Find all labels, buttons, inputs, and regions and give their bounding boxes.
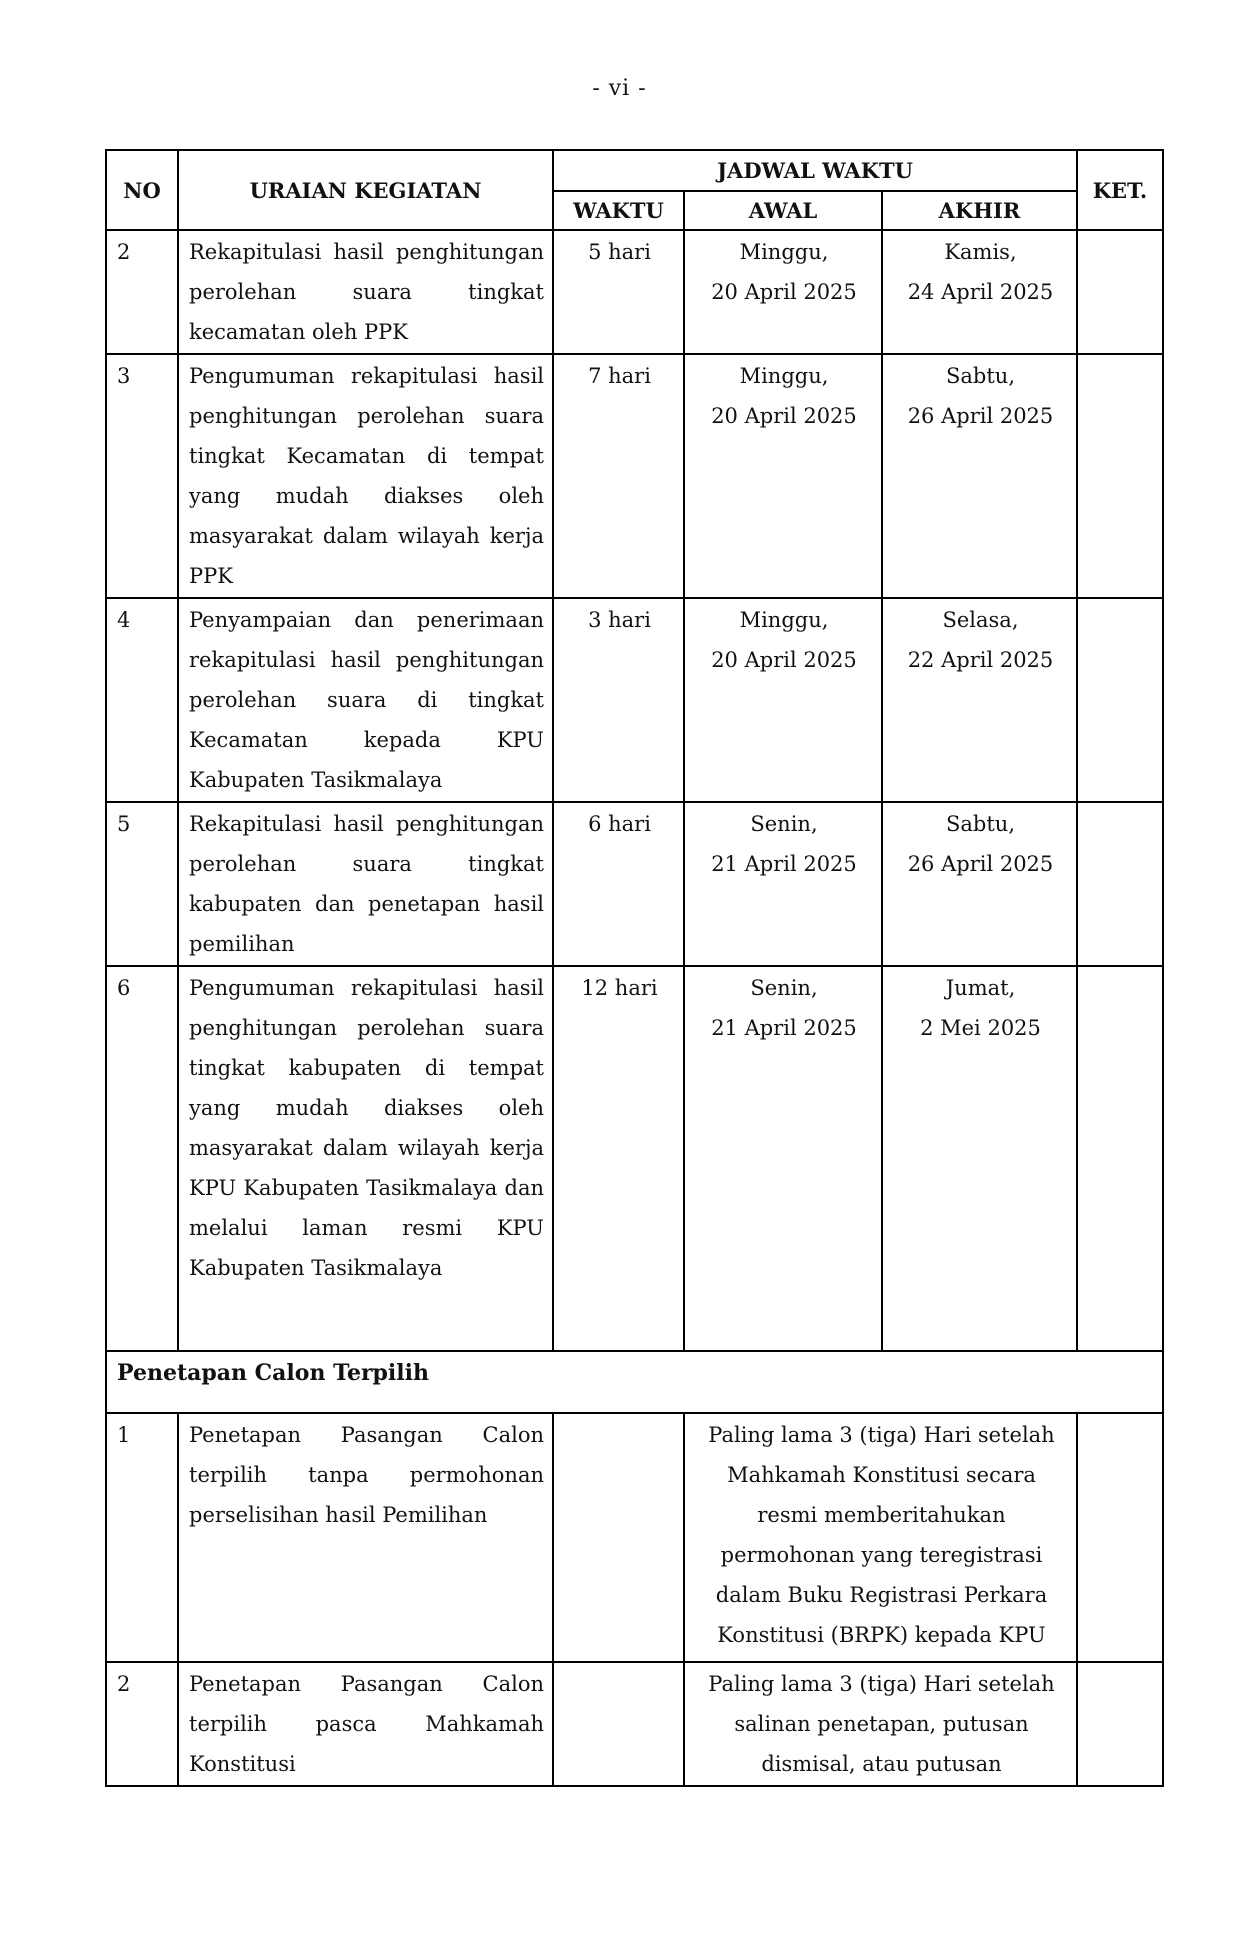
ket-cell bbox=[1077, 966, 1163, 1351]
page-number: - vi - bbox=[592, 76, 647, 101]
awal-date: 20 April 2025 bbox=[711, 648, 857, 672]
awal-day: Minggu, bbox=[739, 240, 829, 264]
schedule-table bbox=[105, 149, 1164, 1787]
ket-cell bbox=[1077, 354, 1163, 598]
column-header-no: NO bbox=[106, 150, 178, 230]
awal-cell bbox=[684, 354, 882, 598]
uraian-kegiatan-cell: Rekapitulasi hasil penghitungan perolehan suara tingkat kabupaten dan penetapan hasil pemilihan bbox=[178, 802, 553, 966]
uraian-kegiatan-cell: Penyampaian dan penerimaan rekapitulasi hasil penghitungan perolehan suara di tingkat Kecamatan kepada KPU Kabupaten Tasikmalaya bbox=[178, 598, 553, 802]
waktu-cell: 12 hari bbox=[553, 966, 684, 1351]
table-row bbox=[106, 230, 1163, 354]
akhir-day: Sabtu, bbox=[946, 364, 1015, 388]
akhir-day: Sabtu, bbox=[946, 812, 1015, 836]
table-row bbox=[106, 802, 1163, 966]
akhir-cell bbox=[882, 966, 1077, 1351]
row-number: 2 bbox=[106, 230, 178, 354]
awal-day: Senin, bbox=[750, 976, 818, 1000]
section-title: Penetapan Calon Terpilih bbox=[106, 1351, 1163, 1413]
awal-cell bbox=[684, 802, 882, 966]
awal-day: Minggu, bbox=[739, 608, 829, 632]
table-row bbox=[106, 1413, 1163, 1662]
row-number: 2 bbox=[106, 1662, 178, 1786]
awal-date: 21 April 2025 bbox=[711, 1016, 857, 1040]
uraian-kegiatan-cell: Penetapan Pasangan Calon terpilih pasca Mahkamah Konstitusi bbox=[178, 1662, 553, 1786]
ket-cell bbox=[1077, 598, 1163, 802]
uraian-kegiatan-cell: Pengumuman rekapitulasi hasil penghitungan perolehan suara tingkat kabupaten di tempat yang mudah diakses oleh masyarakat dalam wilayah kerja KPU Kabupaten Tasikmalaya dan melalui laman resmi KPU Kabupaten Tasikmalaya bbox=[178, 966, 553, 1351]
row-number: 6 bbox=[106, 966, 178, 1351]
row-number: 5 bbox=[106, 802, 178, 966]
uraian-kegiatan-cell: Pengumuman rekapitulasi hasil penghitungan perolehan suara tingkat Kecamatan di tempat yang mudah diakses oleh masyarakat dalam wilayah kerja PPK bbox=[178, 354, 553, 598]
awal-cell bbox=[684, 966, 882, 1351]
row-number: 3 bbox=[106, 354, 178, 598]
column-header-jadwal-waktu: JADWAL WAKTU bbox=[553, 150, 1077, 191]
ket-cell bbox=[1077, 230, 1163, 354]
akhir-date: 2 Mei 2025 bbox=[920, 1016, 1041, 1040]
akhir-cell bbox=[882, 802, 1077, 966]
column-header-waktu: WAKTU bbox=[553, 191, 684, 230]
akhir-date: 22 April 2025 bbox=[907, 648, 1054, 672]
akhir-day: Kamis, bbox=[944, 240, 1017, 264]
ket-cell bbox=[1077, 802, 1163, 966]
akhir-date: 26 April 2025 bbox=[907, 404, 1054, 428]
awal-date: 20 April 2025 bbox=[711, 280, 857, 304]
column-header-awal: AWAL bbox=[684, 191, 882, 230]
column-header-akhir: AKHIR bbox=[882, 191, 1077, 230]
table-row bbox=[106, 598, 1163, 802]
section-header-row bbox=[106, 1351, 1163, 1413]
column-header-uraian-kegiatan: URAIAN KEGIATAN bbox=[178, 150, 553, 230]
table-header-row-1 bbox=[106, 150, 1163, 191]
awal-cell bbox=[684, 598, 882, 802]
awal-date: 20 April 2025 bbox=[711, 404, 857, 428]
table-row bbox=[106, 1662, 1163, 1786]
awal-cell bbox=[684, 230, 882, 354]
waktu-cell bbox=[553, 1662, 684, 1786]
waktu-cell: 6 hari bbox=[553, 802, 684, 966]
ket-cell bbox=[1077, 1413, 1163, 1662]
row-number: 1 bbox=[106, 1413, 178, 1662]
row-number: 4 bbox=[106, 598, 178, 802]
waktu-cell: 7 hari bbox=[553, 354, 684, 598]
akhir-cell bbox=[882, 230, 1077, 354]
uraian-kegiatan-cell: Penetapan Pasangan Calon terpilih tanpa permohonan perselisihan hasil Pemilihan bbox=[178, 1413, 553, 1662]
table-row bbox=[106, 966, 1163, 1351]
waktu-cell: 5 hari bbox=[553, 230, 684, 354]
akhir-date: 26 April 2025 bbox=[907, 852, 1054, 876]
jadwal-merged-cell: Paling lama 3 (tiga) Hari setelah salinan penetapan, putusan dismisal, atau putusan bbox=[684, 1662, 1077, 1786]
table-row bbox=[106, 354, 1163, 598]
waktu-cell bbox=[553, 1413, 684, 1662]
akhir-cell bbox=[882, 598, 1077, 802]
ket-cell bbox=[1077, 1662, 1163, 1786]
uraian-kegiatan-cell: Rekapitulasi hasil penghitungan perolehan suara tingkat kecamatan oleh PPK bbox=[178, 230, 553, 354]
jadwal-merged-cell: Paling lama 3 (tiga) Hari setelah Mahkamah Konstitusi secara resmi memberitahukan permohonan yang teregistrasi dalam Buku Registrasi Perkara Konstitusi (BRPK) kepada KPU bbox=[684, 1413, 1077, 1662]
waktu-cell: 3 hari bbox=[553, 598, 684, 802]
awal-day: Senin, bbox=[750, 812, 818, 836]
akhir-day: Selasa, bbox=[942, 608, 1019, 632]
akhir-date: 24 April 2025 bbox=[907, 280, 1054, 304]
akhir-day: Jumat, bbox=[945, 976, 1016, 1000]
awal-day: Minggu, bbox=[739, 364, 829, 388]
awal-date: 21 April 2025 bbox=[711, 852, 857, 876]
akhir-cell bbox=[882, 354, 1077, 598]
column-header-ket: KET. bbox=[1077, 150, 1163, 230]
